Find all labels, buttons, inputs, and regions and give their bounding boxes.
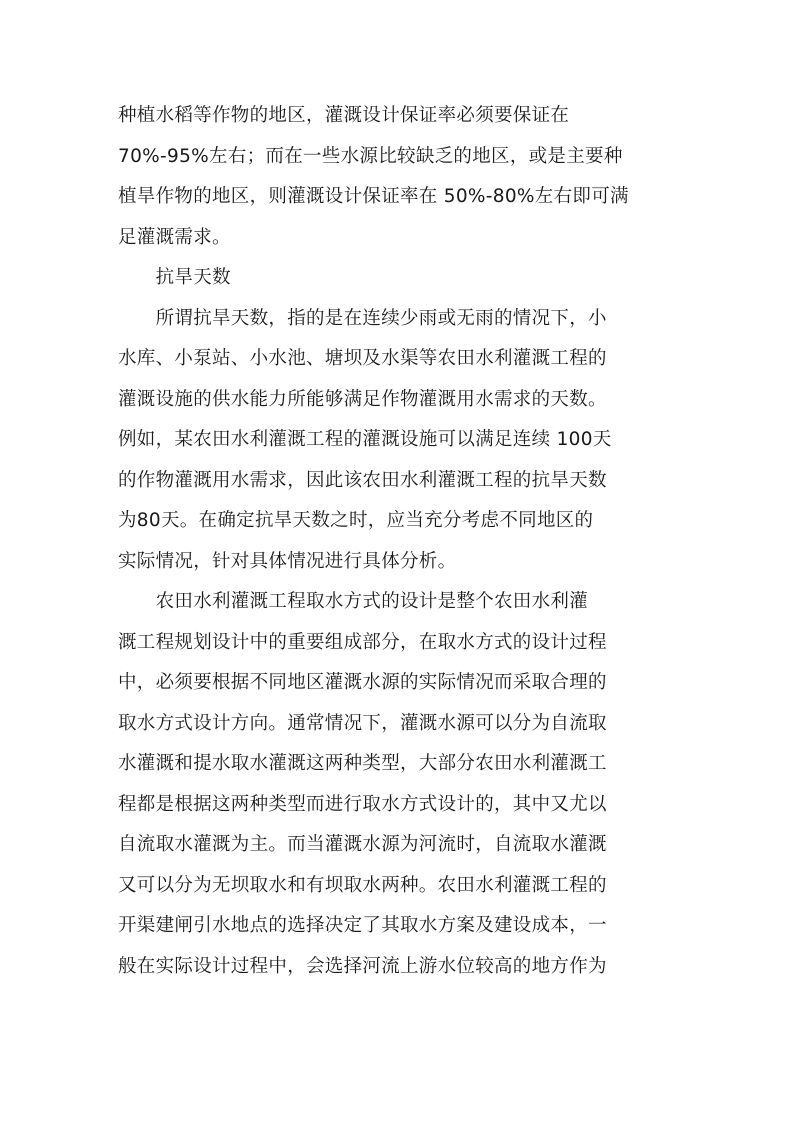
text-line: 水灌溉和提水取水灌溉这两种类型，大部分农田水利灌溉工	[118, 753, 607, 774]
text-line: 农田水利灌溉工程取水方式的设计是整个农田水利灌	[118, 591, 589, 612]
text-line: 取水方式设计方向。通常情况下，灌溉水源可以分为自流取	[118, 712, 607, 734]
text-line: 溉工程规划设计中的重要组成部分，在取水方式的设计过程	[118, 631, 607, 653]
text-line: 70%-95%左右；而在一些水源比较缺乏的地区，或是主要种	[118, 145, 623, 167]
text-line: 的作物灌溉用水需求，因此该农田水利灌溉工程的抗旱天数	[118, 469, 607, 491]
text-line: 为80天。在确定抗旱天数之时，应当充分考虑不同地区的	[118, 510, 594, 531]
text-line: 般在实际设计过程中，会选择河流上游水位较高的地方作为	[118, 955, 607, 977]
text-line: 足灌溉需求。	[118, 226, 231, 248]
text-line: 例如，某农田水利灌溉工程的灌溉设施可以满足连续 100天	[118, 429, 612, 450]
text-line: 灌溉设施的供水能力所能够满足作物灌溉用水需求的天数。	[118, 388, 607, 410]
document-body	[118, 96, 688, 987]
text-line: 自流取水灌溉为主。而当灌溉水源为河流时，自流取水灌溉	[118, 834, 607, 855]
section-heading: 抗旱天数	[118, 267, 231, 288]
text-line: 程都是根据这两种类型而进行取水方式设计的，其中又尤以	[118, 793, 607, 815]
text-line: 所谓抗旱天数，指的是在连续少雨或无雨的情况下，小	[118, 307, 607, 329]
text-line: 又可以分为无坝取水和有坝取水两种。农田水利灌溉工程的	[118, 874, 607, 896]
text-line: 植旱作物的地区，则灌溉设计保证率在 50%-80%左右即可满	[118, 186, 629, 207]
text-line: 水库、小泵站、小水池、塘坝及水渠等农田水利灌溉工程的	[118, 348, 607, 369]
text-line: 开渠建闸引水地点的选择决定了其取水方案及建设成本，一	[118, 915, 607, 936]
text-line: 种植水稻等作物的地区，灌溉设计保证率必须要保证在	[118, 105, 570, 126]
text-line: 实际情况，针对具体情况进行具体分析。	[118, 550, 457, 572]
text-line: 中，必须要根据不同地区灌溉水源的实际情况而采取合理的	[118, 672, 607, 693]
